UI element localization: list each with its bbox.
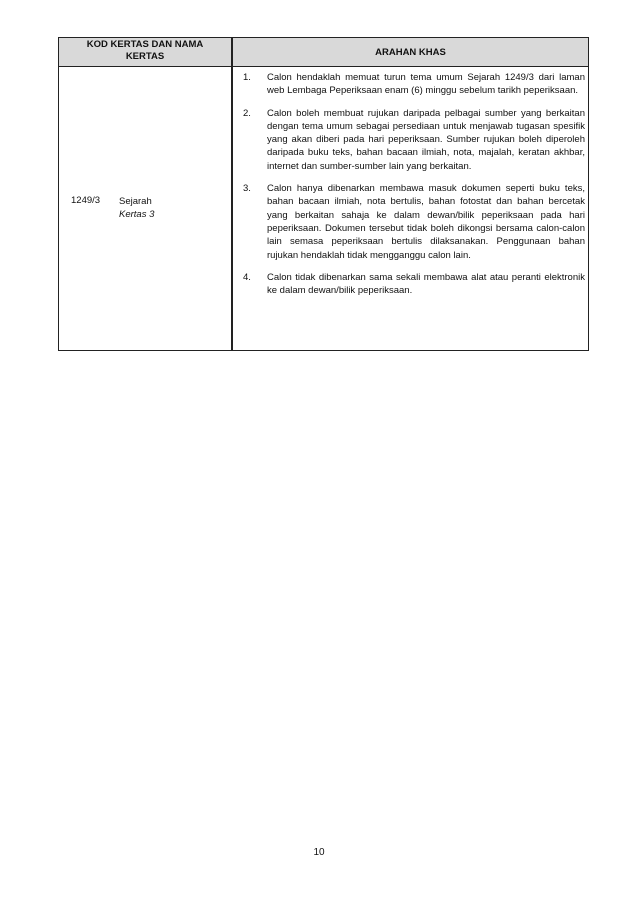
instruction-item	[243, 107, 585, 173]
instruction-text: Calon tidak dibenarkan sama sekali membawa alat atau peranti elektronik ke dalam dewan/bilik peperiksaan.	[267, 271, 585, 297]
instruction-list	[243, 71, 585, 306]
header-col1-line1: KOD KERTAS DAN NAMA	[86, 39, 204, 50]
paper-name	[119, 195, 154, 221]
instructions-table	[58, 37, 589, 351]
table-header-row	[59, 38, 588, 67]
instruction-text: Calon boleh membuat rujukan daripada pelbagai sumber yang berkaitan dengan tema umum sebagai persediaan untuk menjawab tugasan spesifik yang akan diberi pada hari peperiksaan. Sumber rujukan boleh diperoleh daripada buku teks, bahan bacaan ilmiah, nota, majalah, keratan akhbar, internet dan sumber-sumber lain yang berkaitan.	[267, 107, 585, 172]
instruction-text: Calon hendaklah memuat turun tema umum Sejarah 1249/3 dari laman web Lembaga Peperiksaan enam (6) minggu sebelum tarikh peperiksaan.	[267, 72, 585, 97]
header-special-instructions: ARAHAN KHAS	[375, 47, 446, 58]
instruction-number: 2.	[243, 107, 251, 119]
instruction-number: 4.	[243, 271, 251, 283]
instruction-item	[243, 71, 585, 98]
column-divider	[231, 38, 233, 350]
subject-name: Sejarah	[119, 196, 152, 207]
paper-code: 1249/3	[71, 195, 101, 206]
instruction-text: Calon hanya dibenarkan membawa masuk dokumen seperti buku teks, bahan bacaan ilmiah, nota bertulis, bahan fotostat dan bahan bercetak yang berkaitan sahaja ke dalam dewan/bilik peperiksaan pada hari peperiksaan. Dokumen tersebut tidak boleh dikongsi bersama calon-calon lain semasa peperiksaan bertulis dilaksanakan. Penggunaan bahan rujukan hendaklah tidak mengganggu calon lain.	[267, 183, 585, 261]
paper-number: Kertas 3	[119, 209, 155, 220]
page-number: 10	[313, 847, 325, 858]
instruction-number: 1.	[243, 72, 251, 83]
header-col1-line2: KERTAS	[125, 51, 165, 62]
instruction-item	[243, 271, 585, 298]
instruction-item	[243, 182, 585, 262]
header-paper-code-name	[59, 39, 231, 63]
instruction-number: 3.	[243, 183, 251, 195]
